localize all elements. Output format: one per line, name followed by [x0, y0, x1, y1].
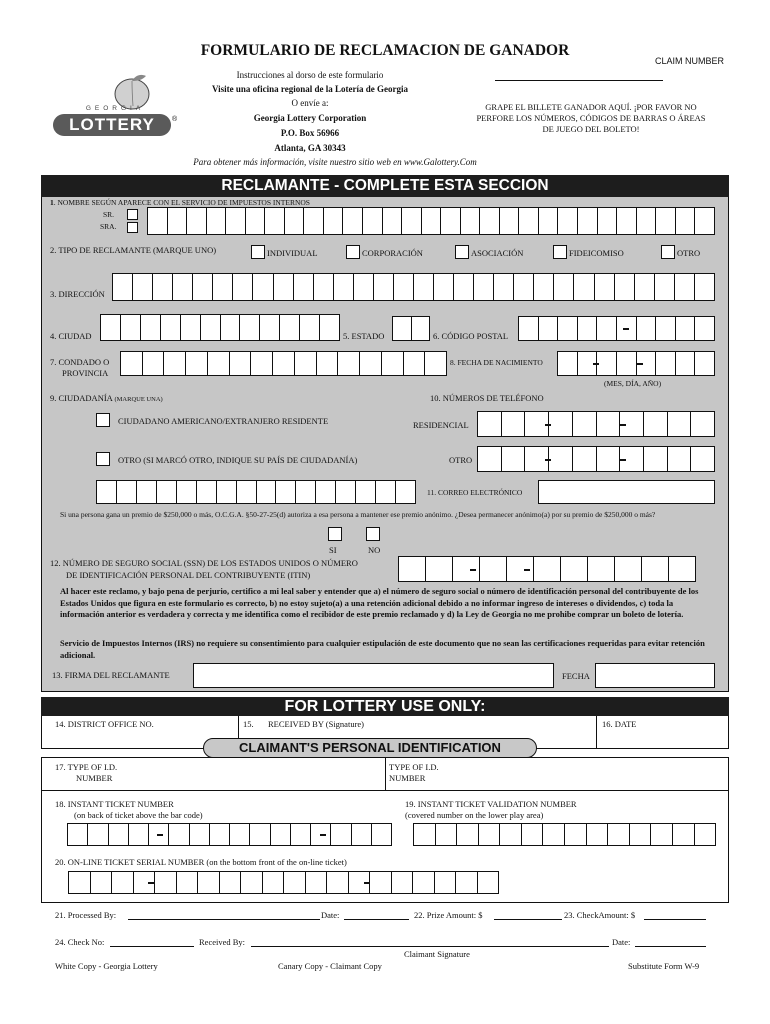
field-15-num: 15. [243, 719, 254, 729]
check-amount-line[interactable] [644, 919, 706, 920]
sra-label: SRA. [100, 222, 117, 231]
processed-date-line[interactable] [344, 919, 409, 920]
field-21-label: 21. Processed By: [55, 910, 117, 920]
zip-input-cells[interactable] [518, 316, 715, 341]
field-17-label-b: NUMBER [76, 773, 113, 783]
type-association-label: ASOCIACIÓN [471, 248, 524, 258]
city-input-cells[interactable] [100, 314, 340, 341]
received-by-label: Received By: [199, 937, 246, 947]
citizen-us-label: CIUDADANO AMERICANO/EXTRANJERO RESIDENTE [118, 416, 329, 426]
phone-other-label: OTRO [449, 455, 473, 465]
citizen-us-checkbox[interactable] [96, 413, 110, 427]
po-box: P.O. Box 56966 [280, 128, 340, 138]
claim-number-line[interactable] [495, 80, 663, 81]
field-18-hint: (on back of ticket above the bar code) [74, 810, 203, 820]
online-serial-dash-2 [364, 882, 370, 884]
type-corporation-label: CORPORACIÓN [362, 248, 423, 258]
anon-no-checkbox[interactable] [366, 527, 380, 541]
signature-date-input[interactable] [595, 663, 715, 688]
field-5-label: 5. ESTADO [343, 331, 385, 341]
field-4-label: 4. CIUDAD [50, 331, 92, 341]
processed-by-line[interactable] [128, 919, 320, 920]
certification-text: Al hacer este reclamo, y bajo pena de perjurio, certifico a mi leal saber y entender que a) el número de seguro social o número de identificación personal del contribuyente de los Estados Unidos que figura en este formulario es correcto, b) no estoy sujeto(a) a una retención adicional debido a no informar ingreso de intereses o dividendos, c) toda la información anterior es verdadera y correcta y me identifica como el recibidor de este premio reclamado y d) la Ley de Georgia no me prohibe comprar un boleto de lotería. [60, 586, 699, 619]
claimant-signature-caption: Claimant Signature [404, 949, 470, 959]
check-no-line[interactable] [110, 946, 194, 947]
type-other-label: OTRO [677, 248, 701, 258]
field-12-label-b: DE IDENTIFICACIÓN PERSONAL DEL CONTRIBUYENTE (ITIN) [66, 570, 311, 580]
sr-label: SR. [103, 210, 115, 219]
instant-ticket-dash-2 [320, 834, 326, 836]
lottery-use-banner: FOR LOTTERY USE ONLY: [41, 697, 729, 716]
footer-substitute-form: Substitute Form W-9 [628, 961, 700, 971]
phone-res-input-cells[interactable] [477, 411, 715, 437]
type-individual-label: INDIVIDUAL [267, 248, 318, 258]
birthdate-dash-2 [637, 363, 643, 365]
divider-15-16 [596, 716, 597, 749]
claim-number-label: CLAIM NUMBER [655, 56, 725, 66]
georgia-lottery-logo [50, 72, 178, 142]
field-21-date-label: Date: [321, 910, 340, 920]
field-1-number: 1 [50, 198, 54, 207]
phone-other-dash-2 [620, 459, 626, 461]
citizen-other-checkbox[interactable] [96, 452, 110, 466]
type-other-checkbox[interactable] [661, 245, 675, 259]
phone-res-dash-2 [620, 424, 626, 426]
field-14-label: 14. DISTRICT OFFICE NO. [55, 719, 154, 729]
field-17-label-c: TYPE OF I.D. [389, 762, 439, 772]
or-send-text: O envíe a: [291, 98, 329, 108]
field-16-label: 16. DATE [602, 719, 637, 729]
field-13-label: 13. FIRMA DEL RECLAMANTE [52, 670, 170, 680]
field-18-label: 18. INSTANT TICKET NUMBER [55, 799, 174, 809]
type-trust-label: FIDEICOMISO [569, 248, 624, 258]
field-10-label: 10. NÚMEROS DE TELÉFONO [430, 393, 544, 403]
field-2-label: 2. TIPO DE RECLAMANTE (MARQUE UNO) [50, 245, 217, 255]
personal-id-banner: CLAIMANT'S PERSONAL IDENTIFICATION [203, 738, 537, 758]
instructions-text: Instrucciones al dorso de este formulario [236, 70, 384, 80]
phone-other-dash-1 [545, 459, 551, 461]
phone-other-input-cells[interactable] [477, 446, 715, 472]
field-11-label: 11. CORREO ELECTRÓNICO [427, 488, 523, 497]
type-association-checkbox[interactable] [455, 245, 469, 259]
field-8-hint: (MES, DÍA, AÑO) [604, 379, 662, 388]
footer-canary-copy: Canary Copy - Claimant Copy [278, 961, 382, 971]
email-input[interactable] [538, 480, 715, 504]
field-9-text: 9. CIUDADANÍA [50, 393, 113, 403]
field-24-label: 24. Check No: [55, 937, 105, 947]
name-input-cells[interactable] [147, 207, 715, 235]
type-individual-checkbox[interactable] [251, 245, 265, 259]
pid-row-mid [385, 757, 386, 790]
field-1-text: NOMBRE SEGÚN APARECE CON EL SERVICIO DE IMPUESTOS INTERNOS [57, 198, 310, 207]
pid-row-right [728, 757, 729, 790]
birthdate-dash-1 [593, 363, 599, 365]
instant-ticket-cells[interactable] [67, 823, 392, 846]
field-3-label: 3. DIRECCIÓN [50, 289, 105, 299]
field-9-hint: (MARQUE UNA) [114, 396, 163, 403]
ssn-dash-2 [524, 569, 530, 571]
pid-row-left [41, 757, 42, 790]
field-9-label [50, 393, 163, 403]
field-17-label-a: 17. TYPE OF I.D. [55, 762, 118, 772]
visit-office-text: Visite una oficina regional de la Lotería de Georgia [212, 84, 408, 94]
logo-georgia-text: GEORGIA [85, 105, 145, 112]
logo-registered-mark: ® [172, 116, 178, 123]
received-date-line[interactable] [635, 946, 706, 947]
address-input-cells[interactable] [112, 273, 715, 301]
field-20-label: 20. ON-LINE TICKET SERIAL NUMBER (on the bottom front of the on-line ticket) [55, 857, 347, 867]
website-text: Para obtener más información, visite nuestro sitio web en www.Galottery.Com [193, 157, 477, 167]
field-6-label: 6. CÓDIGO POSTAL [433, 331, 509, 341]
staple-note: GRAPE EL BILLETE GANADOR AQUÍ. ¡POR FAVOR NO PERFORE LOS NÚMEROS, CÓDIGOS DE BARRAS O ÁREAS DE JUEGO DEL BOLETO! [476, 102, 706, 134]
field-19-hint: (covered number on the lower play area) [405, 810, 544, 820]
org-name: Georgia Lottery Corporation [253, 113, 367, 123]
instant-ticket-dash-1 [157, 834, 163, 836]
field-22-label: 22. Prize Amount: $ [414, 910, 483, 920]
ssn-input-cells[interactable] [398, 556, 696, 582]
sra-checkbox[interactable] [127, 222, 138, 233]
birthdate-input-cells[interactable] [557, 351, 715, 376]
date-label: FECHA [562, 671, 590, 681]
citizen-other-label: OTRO (SI MARCÓ OTRO, INDIQUE SU PAÍS DE CIUDADANÍA) [118, 455, 358, 465]
field-17-label-d: NUMBER [389, 773, 426, 783]
phone-res-dash-1 [545, 424, 551, 426]
zip-dash [623, 328, 629, 330]
anon-yes-checkbox[interactable] [328, 527, 342, 541]
prize-amount-line[interactable] [494, 919, 562, 920]
anonymity-question: Si una persona gana un premio de $250,000 o más, O.C.G.A. §50-27-25(d) autoriza a esa persona a mantener ese premio anónimo. ¿Desea permanecer anónimo(a) por su premio de $250,000 o más? [60, 510, 656, 519]
field-19-label: 19. INSTANT TICKET VALIDATION NUMBER [405, 799, 577, 809]
received-by-line[interactable] [251, 946, 609, 947]
county-input-cells[interactable] [120, 351, 447, 376]
anon-no-label: NO [368, 545, 381, 555]
signature-input[interactable] [193, 663, 554, 688]
field-15-label: RECEIVED BY (Signature) [268, 719, 365, 729]
field-7-label-b: PROVINCIA [62, 368, 109, 378]
state-input-cells[interactable] [392, 316, 430, 341]
claimant-banner: RECLAMANTE - COMPLETE ESTA SECCION [41, 175, 729, 197]
type-trust-checkbox[interactable] [553, 245, 567, 259]
form-title: FORMULARIO DE RECLAMACION DE GANADOR [200, 42, 570, 59]
country-input-cells[interactable] [96, 480, 416, 504]
online-serial-cells[interactable] [68, 871, 499, 894]
field-12-label-a: 12. NÚMERO DE SEGURO SOCIAL (SSN) DE LOS ESTADOS UNIDOS O NÚMERO [50, 558, 358, 568]
online-serial-dash-1 [148, 882, 154, 884]
validation-number-cells[interactable] [413, 823, 716, 846]
field-23-label: 23. CheckAmount: $ [564, 910, 636, 920]
city-zip: Atlanta, GA 30343 [274, 143, 346, 153]
footer-white-copy: White Copy - Georgia Lottery [55, 961, 158, 971]
anon-yes-label: SI [329, 545, 337, 555]
sr-checkbox[interactable] [127, 209, 138, 220]
type-corporation-checkbox[interactable] [346, 245, 360, 259]
field-8-label: 8. FECHA DE NACIMIENTO [450, 358, 543, 367]
field-1-label: 1. NOMBRE SEGÚN APARECE CON EL SERVICIO DE IMPUESTOS INTERNOS [50, 198, 310, 207]
ssn-dash-1 [470, 569, 476, 571]
field-7-label-a: 7. CONDADO O [50, 357, 110, 367]
phone-res-label: RESIDENCIAL [413, 420, 469, 430]
logo-lottery-text: LOTTERY [69, 115, 155, 134]
irs-note: Servicio de Impuestos Internos (IRS) no requiere su consentimiento para cualquier estipulación de este documento que no sean las certificaciones requeridas para evitar retención adicional. [60, 638, 705, 660]
field-24-date-label: Date: [612, 937, 631, 947]
